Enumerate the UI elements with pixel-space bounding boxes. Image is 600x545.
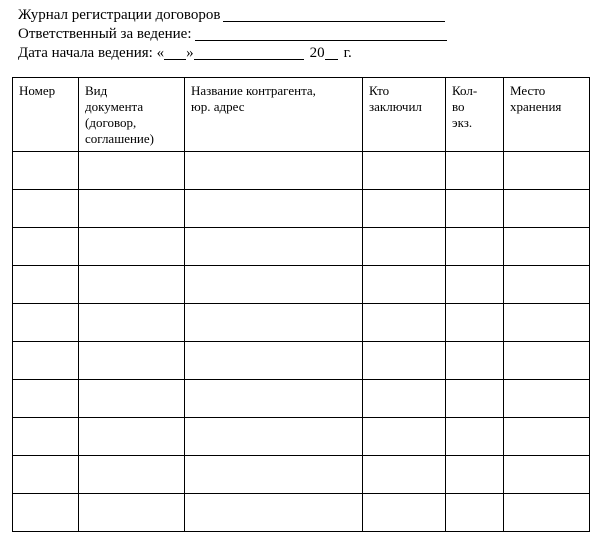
table-row (13, 494, 590, 532)
column-header-storage-label: Место хранения (510, 83, 562, 114)
table-row (13, 304, 590, 342)
table-cell[interactable] (363, 456, 446, 494)
table-cell[interactable] (185, 304, 363, 342)
date-open-quote: « (156, 45, 165, 61)
day-blank[interactable] (164, 45, 186, 60)
table-cell[interactable] (79, 304, 185, 342)
table-cell[interactable] (363, 228, 446, 266)
table-cell[interactable] (363, 152, 446, 190)
table-row (13, 418, 590, 456)
table-cell[interactable] (446, 304, 504, 342)
table-cell[interactable] (504, 494, 590, 532)
table-cell[interactable] (185, 190, 363, 228)
start-date-label: Дата начала ведения: (18, 45, 153, 61)
column-header-number (13, 78, 79, 152)
contracts-register-table (12, 77, 590, 532)
table-cell[interactable] (363, 342, 446, 380)
table-cell[interactable] (185, 456, 363, 494)
table-cell[interactable] (504, 418, 590, 456)
table-cell[interactable] (13, 152, 79, 190)
year-suffix: г. (343, 45, 352, 61)
table-cell[interactable] (504, 228, 590, 266)
responsible-label: Ответственный за ведение: (18, 26, 192, 42)
table-cell[interactable] (13, 418, 79, 456)
table-cell[interactable] (185, 152, 363, 190)
table-cell[interactable] (363, 190, 446, 228)
table-cell[interactable] (79, 494, 185, 532)
table-cell[interactable] (504, 380, 590, 418)
column-header-concluded-by (363, 78, 446, 152)
table-cell[interactable] (13, 494, 79, 532)
table-row (13, 380, 590, 418)
table-cell[interactable] (446, 418, 504, 456)
table-cell[interactable] (363, 266, 446, 304)
column-header-number-label: Номер (19, 83, 56, 98)
table-cell[interactable] (185, 418, 363, 456)
table-cell[interactable] (79, 418, 185, 456)
table-cell[interactable] (185, 380, 363, 418)
table-cell[interactable] (79, 456, 185, 494)
table-cell[interactable] (13, 456, 79, 494)
table-cell[interactable] (504, 304, 590, 342)
column-header-counterparty-label: Название контрагента, юр. адрес (191, 83, 316, 114)
column-header-document-type-label: Вид документа (договор, соглашение) (85, 83, 154, 146)
table-cell[interactable] (13, 304, 79, 342)
table-cell[interactable] (185, 228, 363, 266)
date-close-quote: » (186, 45, 194, 61)
table-row (13, 342, 590, 380)
table-cell[interactable] (363, 304, 446, 342)
table-cell[interactable] (504, 152, 590, 190)
table-row (13, 228, 590, 266)
table-row (13, 266, 590, 304)
table-cell[interactable] (446, 228, 504, 266)
column-header-copies-label: Кол- во экз. (452, 83, 478, 130)
table-cell[interactable] (446, 456, 504, 494)
table-cell[interactable] (504, 342, 590, 380)
journal-name-blank[interactable] (223, 7, 445, 22)
table-cell[interactable] (446, 190, 504, 228)
table-cell[interactable] (185, 494, 363, 532)
table-cell[interactable] (363, 418, 446, 456)
table-row (13, 152, 590, 190)
responsible-line (18, 25, 447, 44)
table-row (13, 190, 590, 228)
table-cell[interactable] (446, 266, 504, 304)
responsible-blank[interactable] (195, 26, 447, 41)
year-blank[interactable] (325, 45, 338, 60)
column-header-counterparty (185, 78, 363, 152)
table-cell[interactable] (79, 380, 185, 418)
table-cell[interactable] (185, 342, 363, 380)
year-prefix: 20 (309, 45, 325, 61)
table-cell[interactable] (446, 380, 504, 418)
document-header (18, 6, 447, 63)
table-cell[interactable] (13, 266, 79, 304)
table-cell[interactable] (504, 456, 590, 494)
column-header-storage (504, 78, 590, 152)
column-header-concluded-by-label: Кто заключил (369, 83, 422, 114)
table-cell[interactable] (79, 266, 185, 304)
month-blank[interactable] (194, 45, 304, 60)
table-cell[interactable] (79, 342, 185, 380)
table-cell[interactable] (363, 494, 446, 532)
start-date-line (18, 44, 447, 63)
table-row (13, 456, 590, 494)
column-header-copies (446, 78, 504, 152)
table-body (13, 152, 590, 532)
table-cell[interactable] (13, 380, 79, 418)
table-cell[interactable] (79, 228, 185, 266)
table-cell[interactable] (363, 380, 446, 418)
journal-label: Журнал регистрации договоров (18, 7, 221, 23)
table-cell[interactable] (446, 342, 504, 380)
table-cell[interactable] (446, 152, 504, 190)
table-cell[interactable] (185, 266, 363, 304)
table-header-row (13, 78, 590, 152)
table-cell[interactable] (504, 266, 590, 304)
table-cell[interactable] (504, 190, 590, 228)
table-cell[interactable] (13, 190, 79, 228)
table-cell[interactable] (13, 228, 79, 266)
table-cell[interactable] (446, 494, 504, 532)
table-cell[interactable] (13, 342, 79, 380)
table-cell[interactable] (79, 190, 185, 228)
table-cell[interactable] (79, 152, 185, 190)
journal-line (18, 6, 447, 25)
column-header-document-type (79, 78, 185, 152)
